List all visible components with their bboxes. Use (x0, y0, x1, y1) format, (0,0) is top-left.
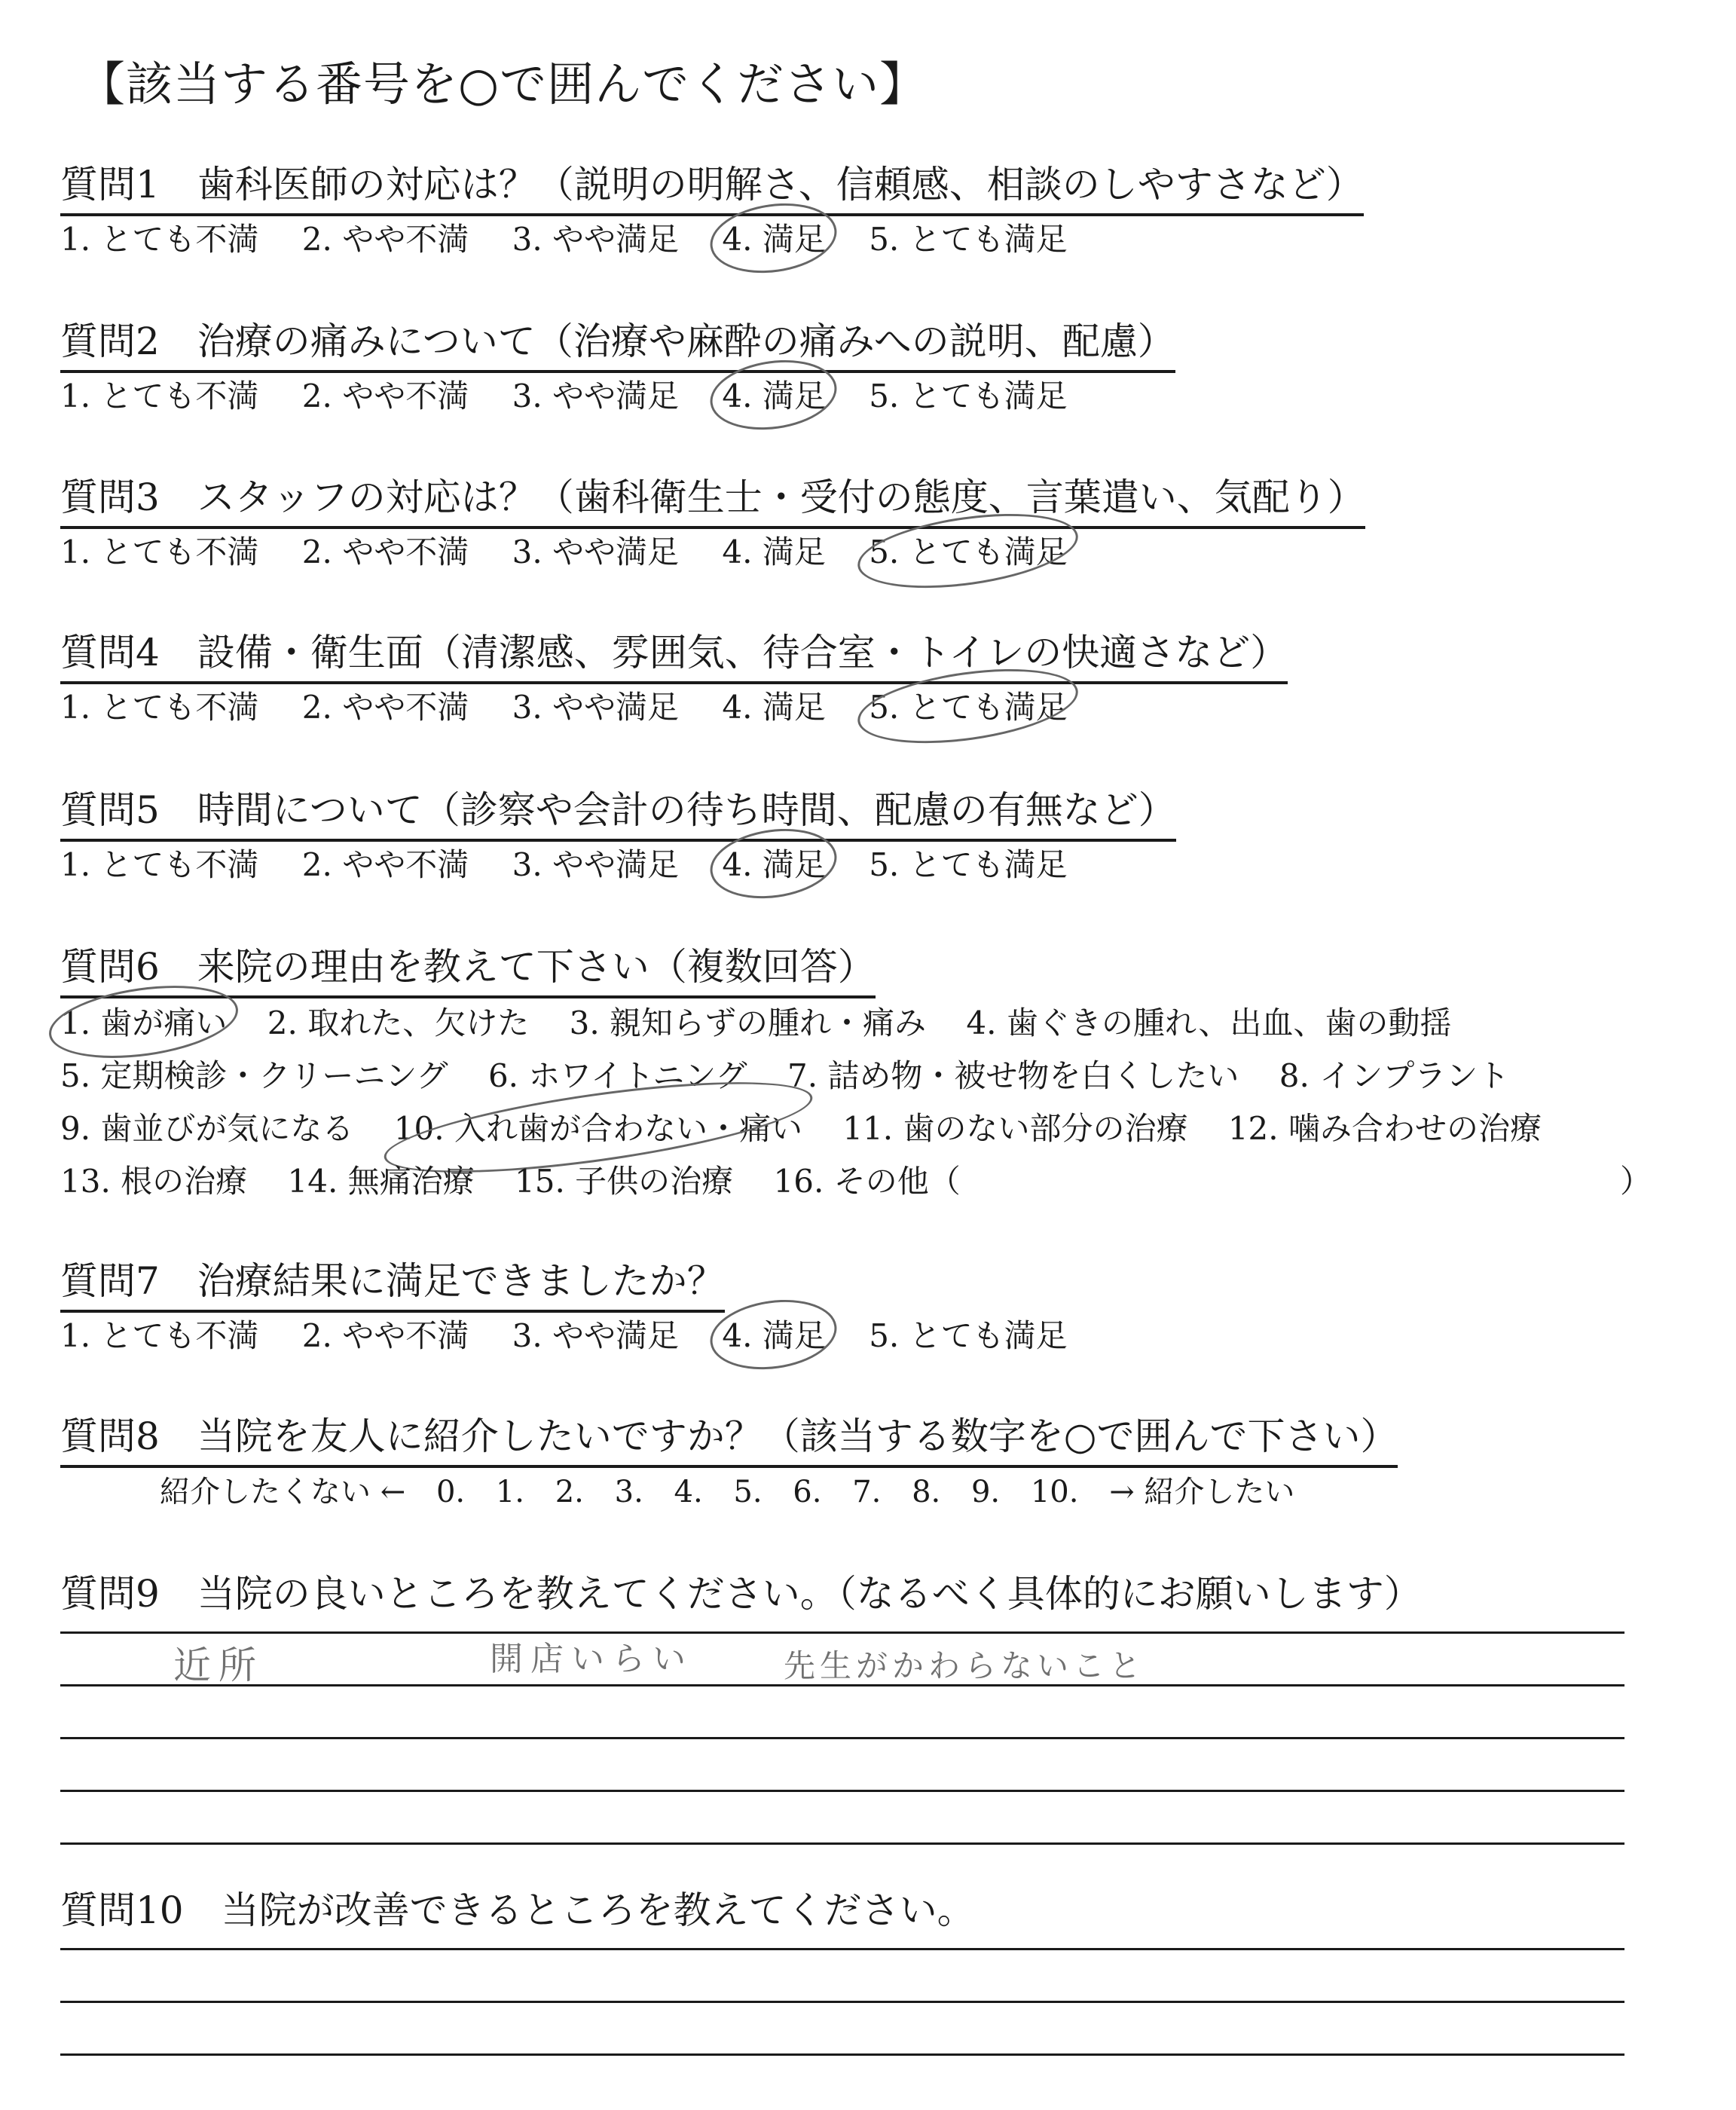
q8-scale-5[interactable]: 5. (733, 1475, 763, 1509)
q5-option-2[interactable]: 2. やや不満 (301, 846, 469, 883)
q4-option-5-selected[interactable]: 5. とても満足 (869, 683, 1067, 728)
q6-option-16[interactable]: 16. その他（ (773, 1163, 961, 1200)
q8-scale-6[interactable]: 6. (793, 1475, 822, 1509)
question-4-title: 質問4 設備・衛生面（清潔感、雰囲気、待合室・トイレの快適さなど） (60, 622, 1288, 684)
q9-answer-line-1 (60, 1631, 1624, 1634)
q5-option-3[interactable]: 3. やや満足 (512, 846, 680, 883)
q5-option-1[interactable]: 1. とても不満 (60, 846, 259, 883)
question-2-title: 質問2 治療の痛みについて（治療や麻酔の痛みへの説明、配慮） (60, 311, 1175, 373)
question-1-title: 質問1 歯科医師の対応は？（説明の明解さ、信頼感、相談のしやすさなど） (60, 154, 1364, 216)
q8-scale-3[interactable]: 3. (614, 1475, 643, 1509)
question-3-options (60, 528, 1101, 573)
q9-handwritten-3: 先生がかわらないこと (784, 1647, 1146, 1684)
q9-answer-line-3 (60, 1737, 1624, 1739)
question-5-title: 質問5 時間について（診察や会計の待ち時間、配慮の有無など） (60, 780, 1176, 842)
q6-option-1-selected[interactable]: 1. 歯が痛い (60, 998, 227, 1044)
q7-option-1[interactable]: 1. とても不満 (60, 1317, 259, 1354)
q8-left-label: 紹介したくない ← (160, 1475, 406, 1509)
q6-option-11[interactable]: 11. 歯のない部分の治療 (842, 1110, 1188, 1147)
question-7-title: 質問7 治療結果に満足できましたか？ (60, 1251, 725, 1313)
q5-option-5[interactable]: 5. とても満足 (869, 846, 1068, 883)
q6-option-14[interactable]: 14. 無痛治療 (287, 1163, 475, 1200)
q8-right-label: → 紹介したい (1109, 1475, 1295, 1509)
q4-option-1[interactable]: 1. とても不満 (60, 689, 259, 726)
q10-answer-line-3 (60, 2053, 1624, 2056)
q9-answer-line-4 (60, 1790, 1624, 1792)
q3-option-3[interactable]: 3. やや満足 (512, 534, 680, 570)
q6-option-9[interactable]: 9. 歯並びが気になる (60, 1110, 354, 1147)
q7-option-5[interactable]: 5. とても満足 (869, 1317, 1068, 1354)
q6-option-2[interactable]: 2. 取れた、欠けた (267, 1005, 530, 1041)
page-title: 【該当する番号を○で囲んでください】 (78, 57, 928, 112)
question-8-title: 質問8 当院を友人に紹介したいですか？（該当する数字を○で囲んで下さい） (60, 1406, 1398, 1468)
q3-option-1[interactable]: 1. とても不満 (60, 534, 259, 570)
q6-option-10-selected[interactable]: 10. 入れ歯が合わない・痛い (394, 1104, 802, 1149)
question-10-title: 質問10 当院が改善できるところを教えてください。 (60, 1888, 975, 1932)
q7-option-2[interactable]: 2. やや不満 (301, 1317, 469, 1354)
q8-scale-7[interactable]: 7. (852, 1475, 882, 1509)
q9-answer-line-5 (60, 1842, 1624, 1845)
q2-option-3[interactable]: 3. やや満足 (512, 378, 680, 414)
q9-handwritten-2: 開店いらい (490, 1640, 693, 1678)
q6-row-4 (60, 1157, 991, 1202)
q3-option-2[interactable]: 2. やや不満 (301, 534, 469, 570)
q1-option-5[interactable]: 5. とても満足 (869, 221, 1068, 258)
q1-option-1[interactable]: 1. とても不満 (60, 221, 259, 258)
q6-option-5[interactable]: 5. 定期検診・クリーニング (60, 1057, 448, 1094)
q8-scale-2[interactable]: 2. (555, 1475, 584, 1509)
q9-handwritten-1: 近所 (173, 1644, 264, 1687)
question-3-title: 質問3 スタッフの対応は？（歯科衛生士・受付の態度、言葉遣い、気配り） (60, 467, 1365, 529)
q2-option-5[interactable]: 5. とても満足 (869, 378, 1068, 414)
q6-option-6[interactable]: 6. ホワイトニング (487, 1057, 747, 1094)
question-4-options (60, 683, 1101, 728)
q2-option-2[interactable]: 2. やや不満 (301, 378, 469, 414)
q10-answer-line-1 (60, 1948, 1624, 1950)
q6-option-13[interactable]: 13. 根の治療 (60, 1163, 248, 1200)
q6-option-3[interactable]: 3. 親知らずの腫れ・痛み (569, 1005, 927, 1041)
q6-row-3 (60, 1104, 1572, 1149)
q1-option-3[interactable]: 3. やや満足 (512, 221, 680, 258)
q8-scale (160, 1468, 1316, 1511)
q6-other-close-paren: ） (1620, 1163, 1652, 1200)
q6-option-7[interactable]: 7. 詰め物・被せ物を白くしたい (787, 1057, 1239, 1094)
q6-row-1 (60, 998, 1481, 1044)
q10-answer-line-2 (60, 2001, 1624, 2003)
q4-option-2[interactable]: 2. やや不満 (301, 689, 469, 726)
q1-option-4-selected[interactable]: 4. 満足 (722, 215, 825, 260)
q8-scale-0[interactable]: 0. (436, 1475, 466, 1509)
q8-scale-10[interactable]: 10. (1030, 1475, 1079, 1509)
q6-option-15[interactable]: 15. 子供の治療 (515, 1163, 734, 1200)
q8-scale-9[interactable]: 9. (970, 1475, 1001, 1509)
question-9-title: 質問9 当院の良いところを教えてください。（なるべく具体的にお願いします） (60, 1572, 1422, 1616)
q8-scale-1[interactable]: 1. (495, 1475, 525, 1509)
q3-option-5-selected[interactable]: 5. とても満足 (869, 528, 1067, 573)
q8-scale-4[interactable]: 4. (674, 1475, 703, 1509)
q8-scale-8[interactable]: 8. (912, 1475, 941, 1509)
q2-option-1[interactable]: 1. とても不満 (60, 378, 259, 414)
question-5-options (60, 840, 1101, 885)
q2-option-4-selected[interactable]: 4. 満足 (722, 372, 825, 417)
question-6-title: 質問6 来院の理由を教えて下さい（複数回答） (60, 937, 876, 998)
q6-option-4[interactable]: 4. 歯ぐきの腫れ、出血、歯の動揺 (966, 1005, 1452, 1041)
q4-option-4[interactable]: 4. 満足 (722, 689, 826, 726)
q1-option-2[interactable]: 2. やや不満 (301, 221, 469, 258)
question-1-options (60, 215, 1101, 260)
q4-option-3[interactable]: 3. やや満足 (512, 689, 680, 726)
question-7-options (60, 1311, 1101, 1356)
question-2-options (60, 372, 1101, 417)
q5-option-4-selected[interactable]: 4. 満足 (722, 840, 825, 885)
q6-option-8[interactable]: 8. インプラント (1279, 1057, 1510, 1094)
q6-option-12[interactable]: 12. 噛み合わせの治療 (1227, 1110, 1542, 1147)
q7-option-4-selected[interactable]: 4. 満足 (722, 1311, 825, 1356)
q7-option-3[interactable]: 3. やや満足 (512, 1317, 680, 1354)
q3-option-4[interactable]: 4. 満足 (722, 534, 826, 570)
